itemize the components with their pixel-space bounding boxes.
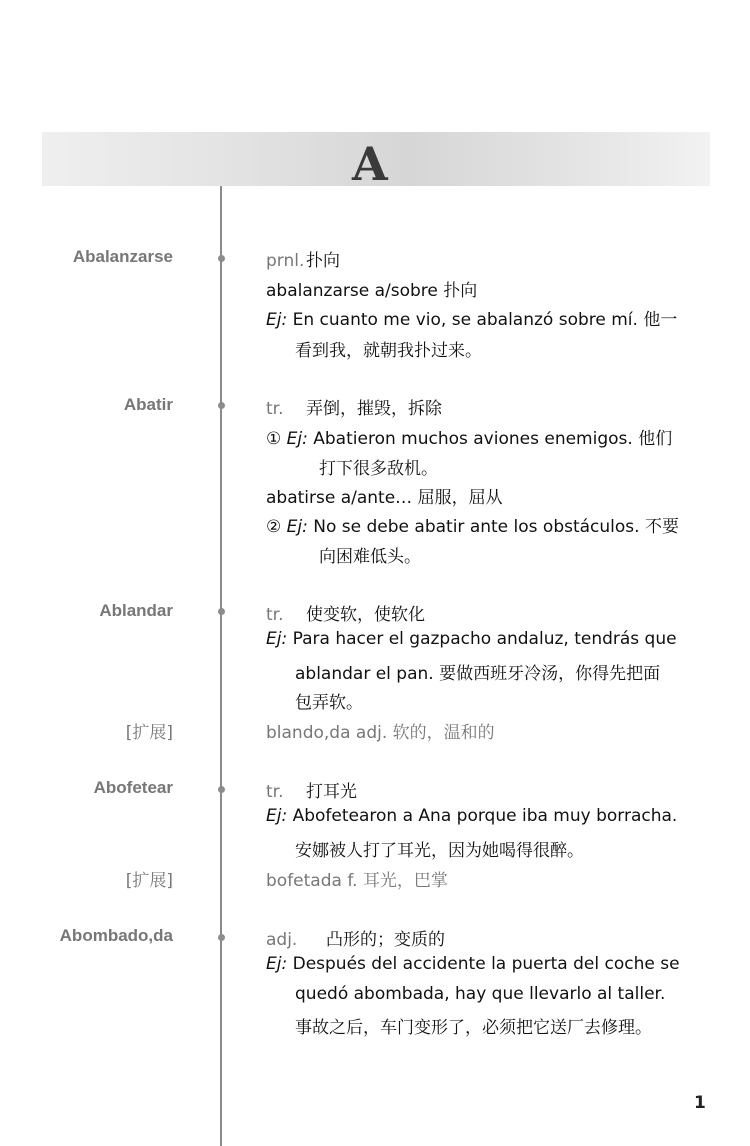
entry-definition <box>266 600 425 625</box>
example-continuation: quedó abombada, hay que llevarlo al taller. <box>295 984 666 1004</box>
headword: Abalanzarse <box>72 247 173 266</box>
example-continuation: 向困难低头。 <box>319 547 421 567</box>
example-continuation: 打下很多敌机。 <box>319 459 438 479</box>
entry-bullet <box>218 255 225 262</box>
headword: Abatir <box>123 395 173 414</box>
sense-number: ① <box>266 429 282 449</box>
example-label: Ej: <box>266 806 288 826</box>
meaning: 扑向 <box>306 251 340 271</box>
extension-label: [扩展] <box>125 723 173 743</box>
example-line <box>266 954 680 974</box>
phrase: abalanzarse a/sobre 扑向 <box>266 281 478 301</box>
example-line <box>266 424 672 449</box>
section-letter: A <box>352 137 388 191</box>
headword: Abofetear <box>93 778 173 797</box>
entry-bullet <box>218 934 225 941</box>
example-label: Ej: <box>266 629 288 649</box>
meaning: 凸形的；变质的 <box>326 930 445 950</box>
example-text: No se debe abatir ante los obstáculos. 不要 <box>313 517 679 537</box>
part-of-speech: tr. <box>266 605 284 625</box>
sense-number: ② <box>266 517 282 537</box>
entry-bullet <box>218 402 225 409</box>
example-label: Ej: <box>286 429 308 449</box>
example-line <box>266 512 679 537</box>
example-text: Para hacer el gazpacho andaluz, tendrás que <box>292 629 677 649</box>
entry-definition <box>266 246 340 271</box>
part-of-speech: tr. <box>266 399 284 419</box>
entry-definition <box>266 394 442 419</box>
example-continuation: 看到我，就朝我扑过来。 <box>295 341 482 361</box>
extension-text: bofetada f. 耳光，巴掌 <box>266 871 448 891</box>
example-continuation: 事故之后，车门变形了，必须把它送厂去修理。 <box>295 1018 652 1038</box>
extension-text: blando,da adj. 软的，温和的 <box>266 723 495 743</box>
page-number: 1 <box>694 1093 706 1113</box>
example-line <box>266 305 677 330</box>
entry-bullet <box>218 786 225 793</box>
example-continuation: 包弄软。 <box>295 693 363 713</box>
example-label: Ej: <box>286 517 308 537</box>
headword: Abombado,da <box>59 926 173 945</box>
example-line <box>266 629 677 649</box>
timeline-rule <box>220 186 222 1146</box>
example-text: Abofetearon a Ana porque iba muy borracha. <box>292 806 678 826</box>
part-of-speech: adj. <box>266 930 298 950</box>
phrase: abatirse a/ante… 屈服，屈从 <box>266 488 503 508</box>
meaning: 弄倒，摧毁，拆除 <box>306 399 442 419</box>
example-label: Ej: <box>266 954 288 974</box>
example-text: Después del accidente la puerta del coche se <box>292 954 680 974</box>
example-label: Ej: <box>266 310 288 330</box>
extension-label: [扩展] <box>125 871 173 891</box>
meaning: 打耳光 <box>306 782 357 802</box>
example-continuation: 安娜被人打了耳光，因为她喝得很醉。 <box>295 841 584 861</box>
headword: Ablandar <box>99 601 173 620</box>
entry-bullet <box>218 608 225 615</box>
meaning: 使变软，使软化 <box>306 605 425 625</box>
entry-definition <box>266 777 357 802</box>
example-continuation: ablandar el pan. 要做西班牙冷汤，你得先把面 <box>295 664 661 684</box>
part-of-speech: tr. <box>266 782 284 802</box>
example-text: En cuanto me vio, se abalanzó sobre mí. 他一 <box>292 310 678 330</box>
entry-definition <box>266 925 445 950</box>
example-line <box>266 806 677 826</box>
part-of-speech: prnl. <box>266 251 305 271</box>
example-text: Abatieron muchos aviones enemigos. 他们 <box>313 429 673 449</box>
